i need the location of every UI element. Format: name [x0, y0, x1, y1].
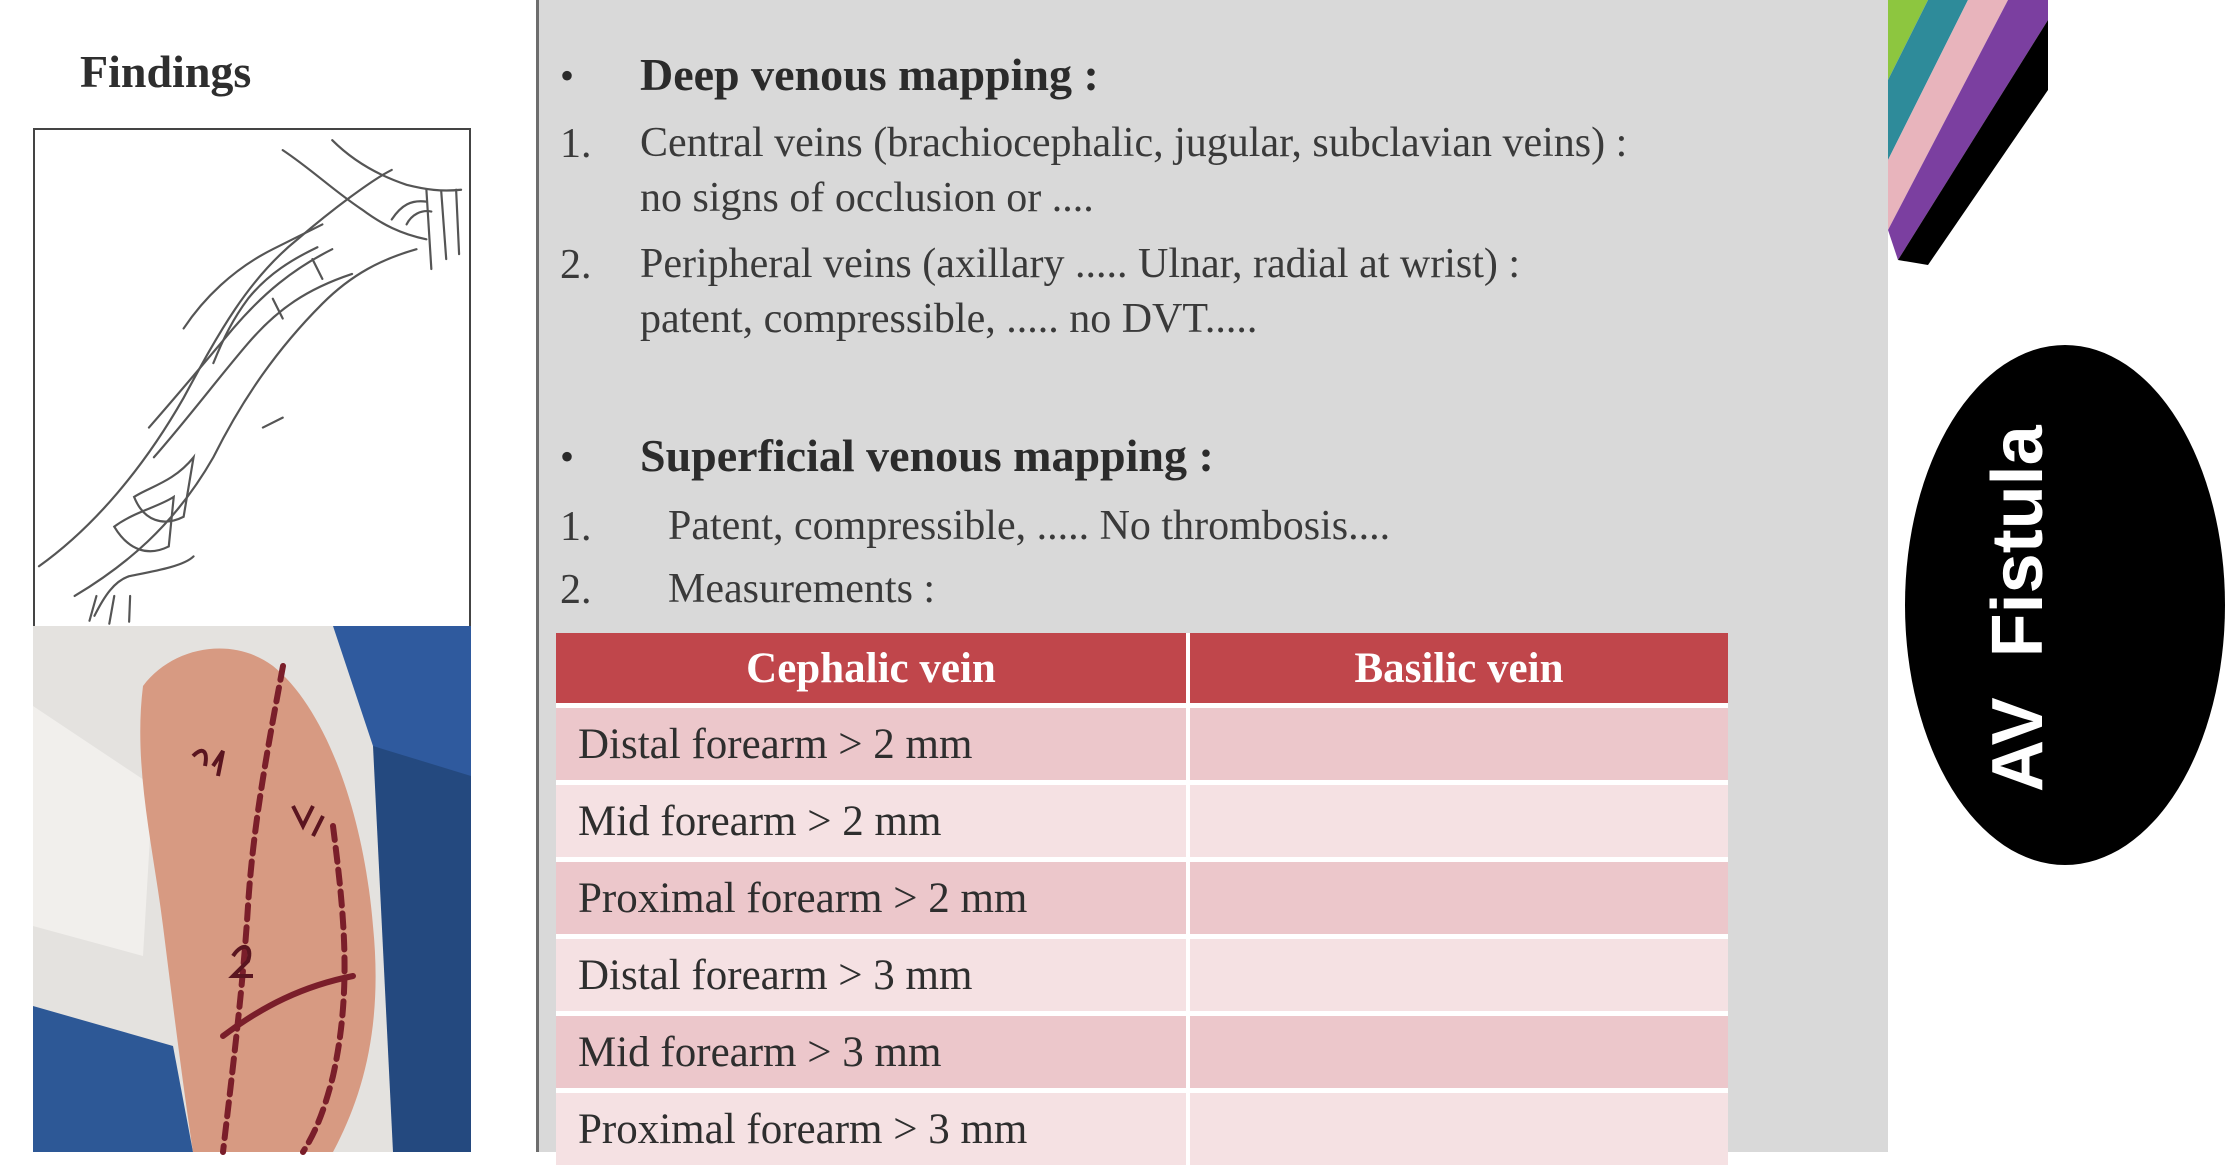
basilic-vein-header: Basilic vein — [1188, 633, 1728, 706]
cephalic-cell: Proximal forearm > 3 mm — [556, 1091, 1188, 1165]
cephalic-cell: Distal forearm > 3 mm — [556, 937, 1188, 1014]
superficial-item-2-text: Measurements : — [668, 562, 935, 617]
findings-title: Findings — [80, 45, 251, 98]
cephalic-cell: Mid forearm > 3 mm — [556, 1014, 1188, 1091]
deep-item-1-line1: Central veins (brachiocephalic, jugular, subclavian veins) : — [640, 116, 1627, 171]
basilic-cell — [1188, 783, 1728, 860]
basilic-cell — [1188, 706, 1728, 783]
vein-measurements-table — [556, 633, 1728, 1165]
superficial-venous-heading: Superficial venous mapping : — [640, 429, 1214, 482]
deep-item-2-line1: Peripheral veins (axillary ..... Ulnar, radial at wrist) : — [640, 237, 1520, 292]
table-row — [556, 1091, 1728, 1165]
table-row — [556, 937, 1728, 1014]
basilic-cell — [1188, 1014, 1728, 1091]
table-row — [556, 860, 1728, 937]
deep-item-1-number: 1. — [560, 120, 592, 168]
cephalic-cell: Proximal forearm > 2 mm — [556, 860, 1188, 937]
cephalic-vein-header: Cephalic vein — [556, 633, 1188, 706]
basilic-cell — [1188, 860, 1728, 937]
marked-arm-photo — [33, 626, 471, 1152]
table-header-row — [556, 633, 1728, 706]
findings-panel — [0, 0, 538, 1152]
av-fistula-label: AV Fistula — [1968, 492, 2068, 792]
deep-venous-heading: Deep venous mapping : — [640, 48, 1099, 101]
superficial-bullet: • — [560, 433, 574, 480]
superficial-item-1-number: 1. — [560, 503, 592, 551]
superficial-item-1-text: Patent, compressible, ..... No thrombosis.... — [668, 499, 1390, 554]
superficial-item-2-number: 2. — [560, 566, 592, 614]
arm-photo-image — [33, 626, 471, 1152]
table-row — [556, 1014, 1728, 1091]
deep-item-2-line2: patent, compressible, ..... no DVT..... — [640, 292, 1257, 347]
brand-stripes-logo — [1888, 0, 2048, 280]
deep-item-2-number: 2. — [560, 241, 592, 289]
deep-item-1-line2: no signs of occlusion or .... — [640, 171, 1094, 226]
basilic-cell — [1188, 1091, 1728, 1165]
basilic-cell — [1188, 937, 1728, 1014]
table-row — [556, 783, 1728, 860]
arm-vein-sketch — [33, 128, 471, 628]
arm-sketch-drawing — [35, 130, 469, 626]
cephalic-cell: Mid forearm > 2 mm — [556, 783, 1188, 860]
cephalic-cell: Distal forearm > 2 mm — [556, 706, 1188, 783]
table-row — [556, 706, 1728, 783]
deep-bullet: • — [560, 52, 574, 99]
